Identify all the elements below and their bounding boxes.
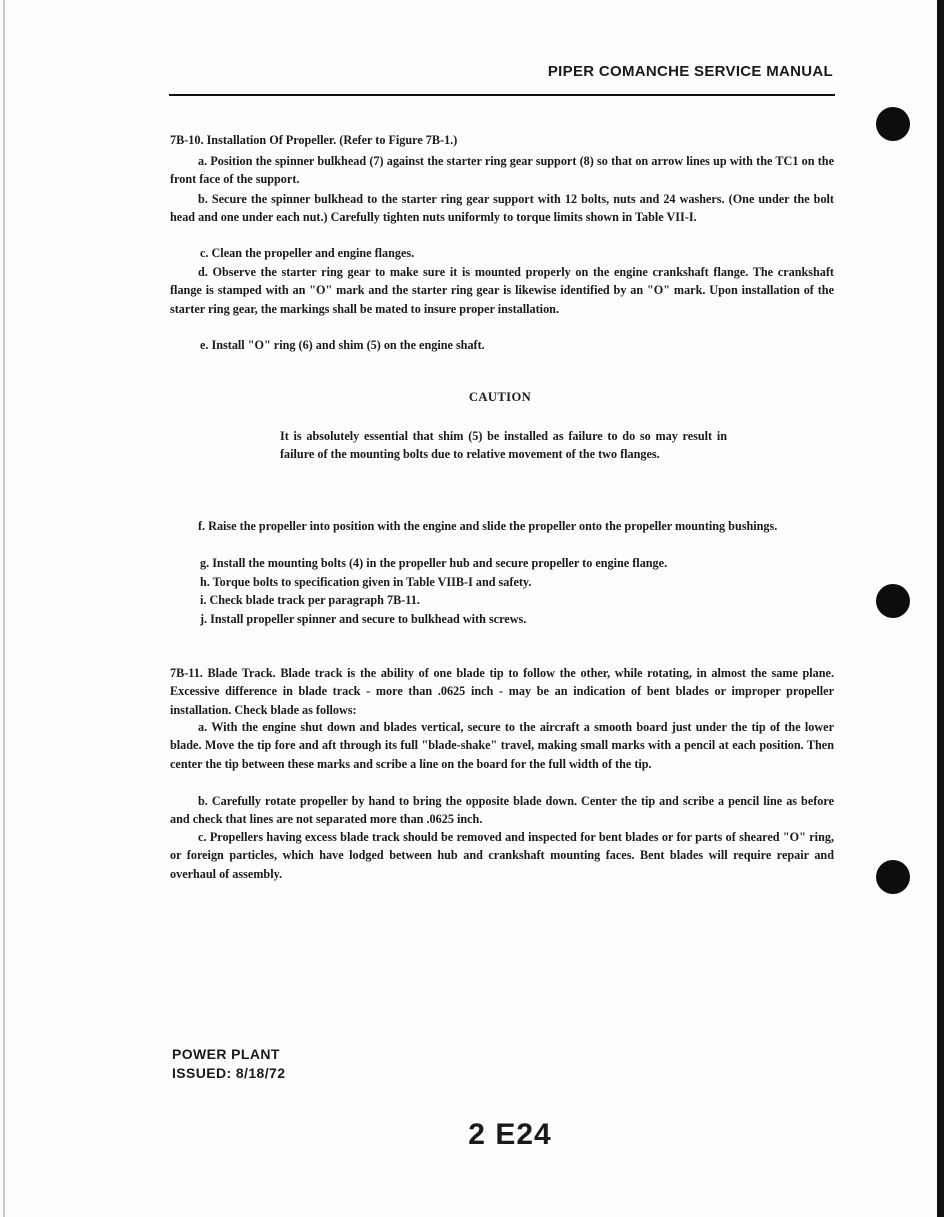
page-header-title: PIPER COMANCHE SERVICE MANUAL (547, 63, 833, 80)
step-g: g. Install the mounting bolts (4) in the propeller hub and secure propeller to engine flange. (200, 556, 668, 570)
blade-track-step-b: b. Carefully rotate propeller by hand to bring the opposite blade down. Center the tip and scribe a pencil line as before and check that lines are not separated more than .0625 inch. (170, 794, 834, 827)
binder-hole (876, 860, 910, 894)
step-h: h. Torque bolts to specification given in Table VIIB-I and safety. (200, 575, 532, 589)
footer-issued: ISSUED: 8/18/72 (172, 1065, 286, 1081)
caution-heading: CAUTION (468, 390, 532, 404)
step-a: a. Position the spinner bulkhead (7) against the starter ring gear support (8) so that on arrow lines up with the TC1 on the front face of the support. (170, 154, 834, 187)
section-title: Installation Of Propeller. (206, 133, 337, 147)
binder-hole (876, 107, 910, 141)
section-7b-11-intro (170, 664, 834, 719)
step-b: b. Secure the spinner bulkhead to the starter ring gear support with 12 bolts, nuts and 24 washers. (One under the bolt head and one under each nut.) Carefully tighten nuts uniformly to torque limits shown in Table VII-I. (170, 192, 834, 225)
step-d: d. Observe the starter ring gear to make sure it is mounted properly on the engine crankshaft flange. The crankshaft flange is stamped with an "O" mark and the starter ring gear is likewise identified by an "O" mark. Upon installation of the starter ring gear, the markings shall be mated to insure proper installation. (170, 265, 834, 316)
step-f: f. Raise the propeller into position with the engine and slide the propeller onto the propeller mounting bushings. (198, 519, 778, 533)
header-rule (169, 94, 835, 96)
step-e: e. Install "O" ring (6) and shim (5) on the engine shaft. (200, 338, 485, 352)
step-i: i. Check blade track per paragraph 7B-11. (200, 593, 420, 607)
section-number: 7B-11. (170, 666, 203, 680)
page-right-edge (937, 0, 944, 1217)
section-number: 7B-10. (170, 133, 204, 147)
section-heading-7b-10 (170, 131, 834, 149)
step-c: c. Clean the propeller and engine flanges. (200, 246, 415, 260)
section-title: Blade Track. (207, 666, 276, 680)
binder-hole (876, 584, 910, 618)
section-reference: (Refer to Figure 7B-1.) (339, 133, 458, 147)
blade-track-step-a: a. With the engine shut down and blades vertical, secure to the aircraft a smooth board just under the tip of the lower blade. Move the tip fore and aft through its full "blade-shake" travel, making small marks with a pencil at each position. Then center the tip between these marks and scribe a line on the board for the full width of the tip. (170, 720, 834, 771)
section-intro-text: Blade track is the ability of one blade tip to follow the other, while rotating, in almost the same plane. Excessive difference in blade track - more than .0625 inch - may be an indication of bent blades or improper propeller installation. Check blade as follows: (170, 666, 835, 717)
blade-track-step-c: c. Propellers having excess blade track should be removed and inspected for bent blades or for parts of sheared "O" ring, or foreign particles, which have lodged between hub and crankshaft mounting faces. Bent blades will require repair and overhaul of assembly. (170, 830, 834, 881)
page-left-edge (3, 0, 5, 1217)
page-number: 2 E24 (468, 1118, 552, 1151)
footer-chapter: POWER PLANT (172, 1046, 280, 1062)
caution-text: It is absolutely essential that shim (5) be installed as failure to do so may result in failure of the mounting bolts due to relative movement of the two flanges. (280, 429, 727, 462)
page-footer (172, 1045, 285, 1083)
step-j: j. Install propeller spinner and secure to bulkhead with screws. (200, 612, 527, 626)
